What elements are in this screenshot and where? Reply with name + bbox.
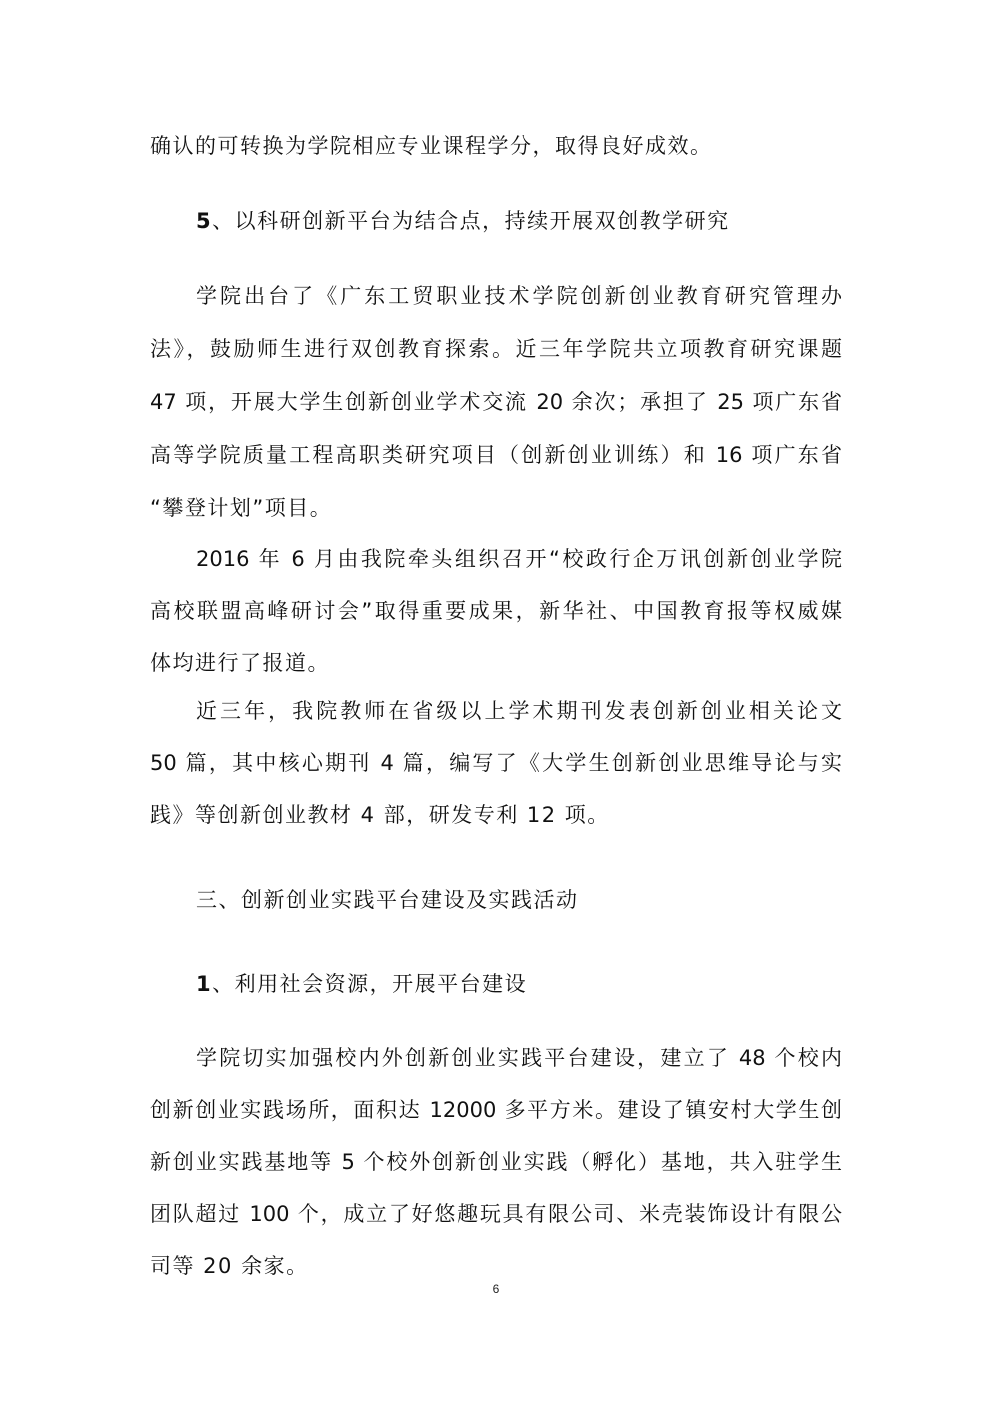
- paragraph-line: 2016 年 6 月由我院牵头组织召开“校政行企万讯创新创业学院: [196, 547, 842, 571]
- paragraph-line: 高校联盟高峰研讨会”取得重要成果，新华社、中国教育报等权威媒: [150, 599, 842, 623]
- section-heading-1: [196, 969, 796, 999]
- paragraph-line: 法》，鼓励师生进行双创教育探索。近三年学院共立项教育研究课题: [150, 337, 842, 361]
- heading-number: 1: [196, 972, 213, 996]
- paragraph-line: 确认的可转换为学院相应专业课程学分，取得良好成效。: [150, 134, 713, 158]
- chapter-heading: 三、创新创业实践平台建设及实践活动: [196, 888, 579, 912]
- paragraph-line: 创新创业实践场所，面积达 12000 多平方米。建设了镇安村大学生创: [150, 1098, 842, 1122]
- paragraph-line: 践》等创新创业教材 4 部，研发专利 12 项。: [150, 803, 610, 827]
- paragraph-line: 司等 20 余家。: [150, 1254, 309, 1278]
- paragraph-line: 近三年，我院教师在省级以上学术期刊发表创新创业相关论文: [196, 699, 842, 723]
- paragraph-line: 学院出台了《广东工贸职业技术学院创新创业教育研究管理办: [196, 284, 842, 308]
- paragraph-line: 团队超过 100 个，成立了好悠趣玩具有限公司、米壳装饰设计有限公: [150, 1202, 842, 1226]
- paragraph-line: 50 篇，其中核心期刊 4 篇，编写了《大学生创新创业思维导论与实: [150, 751, 842, 775]
- paragraph-line: 体均进行了报道。: [150, 651, 330, 675]
- paragraph-line: 47 项，开展大学生创新创业学术交流 20 余次；承担了 25 项广东省: [150, 390, 842, 414]
- section-heading-5: [196, 206, 796, 236]
- heading-text: 、利用社会资源，开展平台建设: [212, 972, 528, 996]
- page-number: 6: [492, 1282, 500, 1296]
- paragraph-line: 学院切实加强校内外创新创业实践平台建设，建立了 48 个校内: [196, 1046, 842, 1070]
- heading-number: 5: [196, 209, 213, 233]
- paragraph-line: 新创业实践基地等 5 个校外创新创业实践（孵化）基地，共入驻学生: [150, 1150, 842, 1174]
- paragraph-line: 高等学院质量工程高职类研究项目（创新创业训练）和 16 项广东省: [150, 443, 842, 467]
- paragraph-line: “攀登计划”项目。: [150, 496, 333, 520]
- heading-text: 、以科研创新平台为结合点，持续开展双创教学研究: [212, 209, 730, 233]
